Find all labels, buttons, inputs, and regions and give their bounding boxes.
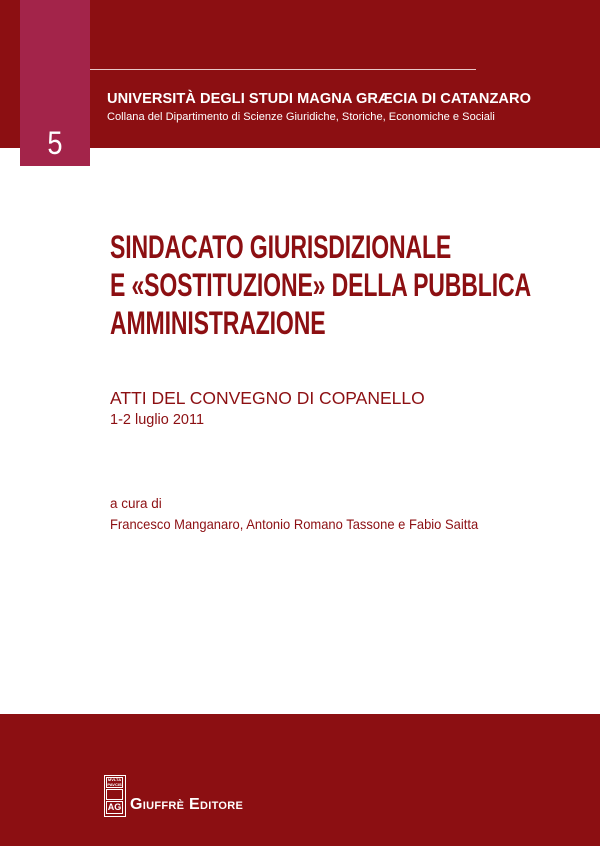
logo-motto: MVLTA PAVCIS: [107, 777, 122, 787]
footer-band: [0, 714, 600, 846]
title-line-2: E «SOSTITUZIONE» DELLA PUBBLICA: [110, 267, 531, 303]
editors-label: a cura di: [110, 496, 162, 511]
university-name: UNIVERSITÀ DEGLI STUDI MAGNA GRÆCIA DI CATANZARO: [107, 91, 531, 107]
header-rule: [90, 69, 476, 70]
volume-number: 5: [47, 125, 63, 161]
book-subtitle: ATTI DEL CONVEGNO DI COPANELLO: [110, 388, 425, 408]
logo-initials: AG: [107, 802, 122, 812]
publisher-name: Giuffrè Editore: [130, 796, 244, 813]
series-name: Collana del Dipartimento di Scienze Giuridiche, Storiche, Economiche e Sociali: [107, 111, 495, 123]
editors-names: Francesco Manganaro, Antonio Romano Tassone e Fabio Saitta: [110, 517, 479, 532]
title-line-3: AMMINISTRAZIONE: [110, 305, 326, 341]
title-line-1: SINDACATO GIURISDIZIONALE: [110, 229, 452, 265]
conference-dates: 1-2 luglio 2011: [110, 412, 205, 428]
volume-tab: [20, 0, 90, 166]
book-title: [110, 228, 580, 342]
logo-emblem: [106, 789, 123, 800]
header-band: [0, 0, 600, 148]
publisher-logo-icon: [104, 775, 126, 817]
